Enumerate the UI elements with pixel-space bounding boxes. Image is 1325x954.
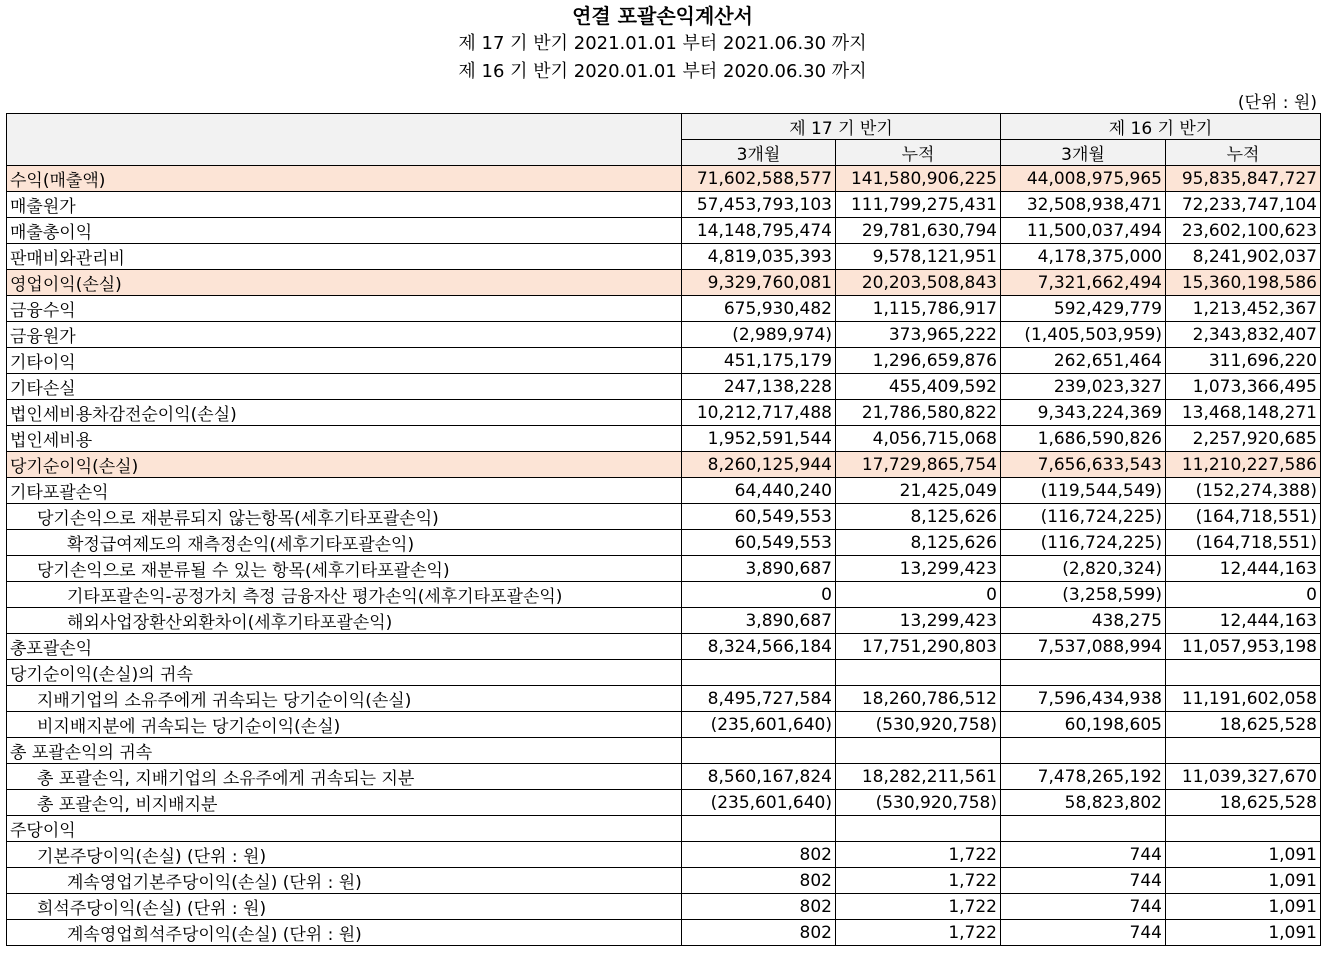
- row-value: 8,241,902,037: [1166, 244, 1321, 270]
- row-value: 744: [1001, 920, 1166, 946]
- row-value: 7,321,662,494: [1001, 270, 1166, 296]
- row-label: 수익(매출액): [7, 166, 682, 192]
- table-row: [7, 478, 1321, 504]
- row-value: 8,125,626: [836, 504, 1001, 530]
- statement-header: [0, 0, 1325, 86]
- table-row: [7, 868, 1321, 894]
- row-value: 95,835,847,727: [1166, 166, 1321, 192]
- row-value: 1,296,659,876: [836, 348, 1001, 374]
- row-value: 17,729,865,754: [836, 452, 1001, 478]
- row-value: 2,343,832,407: [1166, 322, 1321, 348]
- row-value: 18,625,528: [1166, 790, 1321, 816]
- table-row: [7, 244, 1321, 270]
- table-row: [7, 790, 1321, 816]
- prior-period-header: 제 16 기 반기: [1001, 114, 1321, 140]
- row-value: 29,781,630,794: [836, 218, 1001, 244]
- row-value: 18,625,528: [1166, 712, 1321, 738]
- table-row: [7, 504, 1321, 530]
- row-value: [682, 738, 836, 764]
- row-label: 당기순이익(손실)의 귀속: [7, 660, 682, 686]
- row-value: 11,057,953,198: [1166, 634, 1321, 660]
- row-value: 8,324,566,184: [682, 634, 836, 660]
- row-value: (2,820,324): [1001, 556, 1166, 582]
- row-value: 13,299,423: [836, 556, 1001, 582]
- row-label: 계속영업희석주당이익(손실) (단위 : 원): [7, 920, 682, 946]
- table-row: [7, 348, 1321, 374]
- row-value: 20,203,508,843: [836, 270, 1001, 296]
- row-label: 당기손익으로 재분류되지 않는항목(세후기타포괄손익): [7, 504, 682, 530]
- table-row: [7, 530, 1321, 556]
- row-value: 15,360,198,586: [1166, 270, 1321, 296]
- row-label: 영업이익(손실): [7, 270, 682, 296]
- row-value: (1,405,503,959): [1001, 322, 1166, 348]
- table-row: [7, 374, 1321, 400]
- row-value: [1166, 816, 1321, 842]
- table-row: [7, 556, 1321, 582]
- table-row: [7, 400, 1321, 426]
- row-value: 1,115,786,917: [836, 296, 1001, 322]
- row-value: 3,890,687: [682, 556, 836, 582]
- table-row: [7, 218, 1321, 244]
- row-value: 1,091: [1166, 868, 1321, 894]
- row-label: 계속영업기본주당이익(손실) (단위 : 원): [7, 868, 682, 894]
- row-value: (530,920,758): [836, 790, 1001, 816]
- row-label: 기타포괄손익: [7, 478, 682, 504]
- current-period: 제 17 기 반기 2021.01.01 부터 2021.06.30 까지: [458, 33, 867, 54]
- table-row: [7, 582, 1321, 608]
- row-label: 판매비와관리비: [7, 244, 682, 270]
- row-value: (235,601,640): [682, 712, 836, 738]
- row-label: 기타이익: [7, 348, 682, 374]
- row-value: 744: [1001, 894, 1166, 920]
- row-value: 58,823,802: [1001, 790, 1166, 816]
- row-value: [836, 738, 1001, 764]
- row-value: 802: [682, 920, 836, 946]
- row-value: 1,722: [836, 868, 1001, 894]
- row-value: 21,786,580,822: [836, 400, 1001, 426]
- row-label: 주당이익: [7, 816, 682, 842]
- row-label: 금융수익: [7, 296, 682, 322]
- row-value: 8,495,727,584: [682, 686, 836, 712]
- row-value: [682, 816, 836, 842]
- row-label: 매출원가: [7, 192, 682, 218]
- row-value: 11,500,037,494: [1001, 218, 1166, 244]
- row-value: (3,258,599): [1001, 582, 1166, 608]
- row-value: 802: [682, 894, 836, 920]
- prior-period: 제 16 기 반기 2020.01.01 부터 2020.06.30 까지: [458, 61, 867, 82]
- row-value: 4,056,715,068: [836, 426, 1001, 452]
- table-row: [7, 842, 1321, 868]
- row-value: 4,819,035,393: [682, 244, 836, 270]
- row-value: 9,578,121,951: [836, 244, 1001, 270]
- row-label: 기타손실: [7, 374, 682, 400]
- table-row: [7, 426, 1321, 452]
- row-value: 141,580,906,225: [836, 166, 1001, 192]
- row-value: (235,601,640): [682, 790, 836, 816]
- row-value: 11,039,327,670: [1166, 764, 1321, 790]
- item-header: [7, 114, 682, 166]
- table-row: [7, 686, 1321, 712]
- row-value: 23,602,100,623: [1166, 218, 1321, 244]
- row-label: 기타포괄손익-공정가치 측정 금융자산 평가손익(세후기타포괄손익): [7, 582, 682, 608]
- row-value: 18,282,211,561: [836, 764, 1001, 790]
- row-value: 7,596,434,938: [1001, 686, 1166, 712]
- row-label: 총포괄손익: [7, 634, 682, 660]
- table-row: [7, 712, 1321, 738]
- table-row: [7, 894, 1321, 920]
- row-label: 지배기업의 소유주에게 귀속되는 당기순이익(손실): [7, 686, 682, 712]
- row-value: 60,549,553: [682, 504, 836, 530]
- row-value: 11,191,602,058: [1166, 686, 1321, 712]
- row-value: [836, 660, 1001, 686]
- row-value: 1,722: [836, 920, 1001, 946]
- row-value: 111,799,275,431: [836, 192, 1001, 218]
- table-row: [7, 816, 1321, 842]
- row-value: (116,724,225): [1001, 530, 1166, 556]
- row-value: 14,148,795,474: [682, 218, 836, 244]
- row-value: 438,275: [1001, 608, 1166, 634]
- row-value: 10,212,717,488: [682, 400, 836, 426]
- table-row: [7, 192, 1321, 218]
- row-value: 7,537,088,994: [1001, 634, 1166, 660]
- row-value: 239,023,327: [1001, 374, 1166, 400]
- table-row: [7, 634, 1321, 660]
- row-value: (119,544,549): [1001, 478, 1166, 504]
- row-value: (164,718,551): [1166, 504, 1321, 530]
- row-value: 311,696,220: [1166, 348, 1321, 374]
- prior-cumulative-header: 누적: [1166, 140, 1321, 166]
- row-label: 확정급여제도의 재측정손익(세후기타포괄손익): [7, 530, 682, 556]
- row-value: 744: [1001, 868, 1166, 894]
- row-value: 60,198,605: [1001, 712, 1166, 738]
- row-value: (530,920,758): [836, 712, 1001, 738]
- statement-title: 연결 포괄손익계산서: [572, 4, 753, 28]
- row-label: 법인세비용차감전순이익(손실): [7, 400, 682, 426]
- row-value: 451,175,179: [682, 348, 836, 374]
- row-value: [1166, 660, 1321, 686]
- row-value: [1001, 738, 1166, 764]
- row-value: 8,125,626: [836, 530, 1001, 556]
- row-value: 1,091: [1166, 894, 1321, 920]
- row-value: 8,260,125,944: [682, 452, 836, 478]
- row-value: 373,965,222: [836, 322, 1001, 348]
- row-value: 9,343,224,369: [1001, 400, 1166, 426]
- table-row: [7, 920, 1321, 946]
- row-value: 44,008,975,965: [1001, 166, 1166, 192]
- row-value: 12,444,163: [1166, 608, 1321, 634]
- row-value: 802: [682, 842, 836, 868]
- row-label: 총 포괄손익, 지배기업의 소유주에게 귀속되는 지분: [7, 764, 682, 790]
- row-value: 2,257,920,685: [1166, 426, 1321, 452]
- row-value: [682, 660, 836, 686]
- row-value: 7,478,265,192: [1001, 764, 1166, 790]
- row-value: 247,138,228: [682, 374, 836, 400]
- current-period-header: 제 17 기 반기: [682, 114, 1001, 140]
- row-value: 1,091: [1166, 920, 1321, 946]
- unit-label: (단위 : 원): [1237, 93, 1317, 113]
- income-statement-table: [6, 113, 1321, 946]
- row-value: 4,178,375,000: [1001, 244, 1166, 270]
- row-value: [836, 816, 1001, 842]
- row-value: 1,213,452,367: [1166, 296, 1321, 322]
- row-value: 57,453,793,103: [682, 192, 836, 218]
- table-row: [7, 270, 1321, 296]
- row-value: 1,073,366,495: [1166, 374, 1321, 400]
- row-value: (152,274,388): [1166, 478, 1321, 504]
- row-label: 비지배지분에 귀속되는 당기순이익(손실): [7, 712, 682, 738]
- row-value: 17,751,290,803: [836, 634, 1001, 660]
- row-value: 1,722: [836, 842, 1001, 868]
- table-row: [7, 452, 1321, 478]
- row-value: 18,260,786,512: [836, 686, 1001, 712]
- row-value: 13,468,148,271: [1166, 400, 1321, 426]
- row-value: 13,299,423: [836, 608, 1001, 634]
- table-row: [7, 296, 1321, 322]
- row-label: 희석주당이익(손실) (단위 : 원): [7, 894, 682, 920]
- row-value: [1001, 816, 1166, 842]
- row-value: [1001, 660, 1166, 686]
- table-body: [7, 166, 1321, 946]
- row-label: 법인세비용: [7, 426, 682, 452]
- row-label: 당기순이익(손실): [7, 452, 682, 478]
- prior-three-months-header: 3개월: [1001, 140, 1166, 166]
- row-value: (164,718,551): [1166, 530, 1321, 556]
- row-value: 0: [682, 582, 836, 608]
- row-value: 1,686,590,826: [1001, 426, 1166, 452]
- row-value: 1,952,591,544: [682, 426, 836, 452]
- row-value: (2,989,974): [682, 322, 836, 348]
- table-row: [7, 608, 1321, 634]
- row-label: 금융원가: [7, 322, 682, 348]
- table-row: [7, 764, 1321, 790]
- table-row: [7, 166, 1321, 192]
- row-value: 675,930,482: [682, 296, 836, 322]
- row-value: 7,656,633,543: [1001, 452, 1166, 478]
- row-value: 802: [682, 868, 836, 894]
- row-label: 총 포괄손익, 비지배지분: [7, 790, 682, 816]
- row-value: 1,722: [836, 894, 1001, 920]
- row-value: 12,444,163: [1166, 556, 1321, 582]
- row-label: 기본주당이익(손실) (단위 : 원): [7, 842, 682, 868]
- row-value: 0: [836, 582, 1001, 608]
- row-label: 매출총이익: [7, 218, 682, 244]
- row-value: 64,440,240: [682, 478, 836, 504]
- row-value: 1,091: [1166, 842, 1321, 868]
- row-label: 총 포괄손익의 귀속: [7, 738, 682, 764]
- row-value: 592,429,779: [1001, 296, 1166, 322]
- current-three-months-header: 3개월: [682, 140, 836, 166]
- row-value: 262,651,464: [1001, 348, 1166, 374]
- row-value: 32,508,938,471: [1001, 192, 1166, 218]
- row-label: 해외사업장환산외환차이(세후기타포괄손익): [7, 608, 682, 634]
- current-cumulative-header: 누적: [836, 140, 1001, 166]
- row-value: (116,724,225): [1001, 504, 1166, 530]
- row-value: 9,329,760,081: [682, 270, 836, 296]
- row-value: 72,233,747,104: [1166, 192, 1321, 218]
- row-value: 0: [1166, 582, 1321, 608]
- row-value: 60,549,553: [682, 530, 836, 556]
- row-value: 3,890,687: [682, 608, 836, 634]
- row-value: 21,425,049: [836, 478, 1001, 504]
- row-label: 당기손익으로 재분류될 수 있는 항목(세후기타포괄손익): [7, 556, 682, 582]
- row-value: 8,560,167,824: [682, 764, 836, 790]
- row-value: 71,602,588,577: [682, 166, 836, 192]
- table-row: [7, 738, 1321, 764]
- row-value: 744: [1001, 842, 1166, 868]
- table-row: [7, 322, 1321, 348]
- row-value: 11,210,227,586: [1166, 452, 1321, 478]
- row-value: 455,409,592: [836, 374, 1001, 400]
- row-value: [1166, 738, 1321, 764]
- table-row: [7, 660, 1321, 686]
